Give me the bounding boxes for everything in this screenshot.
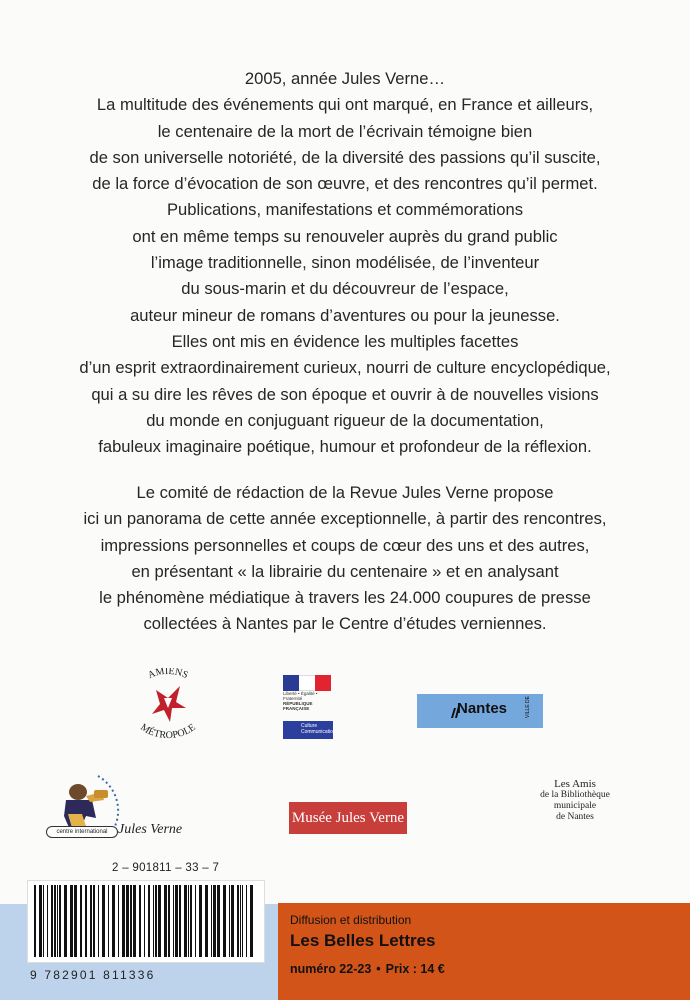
intro-line: de son universelle notoriété, de la diversité des passions qu’il suscite, <box>89 147 601 167</box>
barcode-bar <box>130 885 132 957</box>
amis-line-1: Les Amis <box>554 778 596 790</box>
barcode-bar <box>164 885 167 957</box>
intro-line: La multitude des événements qui ont marqué, en France et ailleurs, <box>96 95 594 115</box>
intro-line: du monde en conjuguant rigueur de la documentation, <box>146 410 544 430</box>
barcode-bar <box>34 885 36 957</box>
nantes-stripes-icon <box>421 694 461 728</box>
committee-line: impressions personnelles et coups de cœur des uns et des autres, <box>100 535 590 555</box>
intro-line: fabuleux imaginaire poétique, humour et profondeur de la réflexion. <box>98 437 592 457</box>
amis-line-3: municipale <box>553 801 597 811</box>
intro-line: auteur mineur de romans d’aventures ou pour la jeunesse. <box>130 305 560 325</box>
barcode-bar <box>155 885 157 957</box>
intro-line: Publications, manifestations et commémorations <box>166 200 523 220</box>
barcode-bar <box>102 885 105 957</box>
amiens-arc-bottom: MÉTROPOLE <box>138 721 198 740</box>
barcode-bar <box>126 885 129 957</box>
barcode-bar <box>85 885 87 957</box>
barcode-bar <box>237 885 239 957</box>
barcode-bar <box>246 885 247 957</box>
barcode-bar <box>98 885 99 957</box>
committee-line: Le comité de rédaction de la Revue Jules Verne propose <box>136 483 554 502</box>
barcode-number: 9 782901 811336 <box>30 968 156 982</box>
ministry-culture-logo <box>283 675 335 745</box>
jules-verne-figure-icon <box>46 772 198 852</box>
intro-line: le centenaire de la mort de l’écrivain témoigne bien <box>157 121 533 141</box>
ministry-blue-block <box>283 721 336 739</box>
distribution-band <box>278 903 690 1000</box>
amis-bibliotheque-logo <box>520 778 630 848</box>
barcode-bar <box>57 885 58 957</box>
intro-line: d’un esprit extraordinairement curieux, nourri de culture encyclopédique, <box>79 358 611 378</box>
barcode-bar <box>93 885 95 957</box>
barcode-bar <box>144 885 145 957</box>
barcode-bar <box>112 885 115 957</box>
intro-line: du sous-marin et du découvreur de l’espace, <box>181 279 509 299</box>
culture-label: Culture <box>301 723 318 729</box>
french-flag-icon <box>283 675 331 691</box>
barcode-bar <box>90 885 92 957</box>
committee-line: ici un panorama de cette année exceptionnelle, à partir des rencontres, <box>83 509 607 529</box>
intro-paragraph <box>20 66 670 460</box>
intro-line: ont en même temps su renouveler auprès du grand public <box>132 226 558 246</box>
barcode-bar <box>153 885 154 957</box>
barcode-bar <box>184 885 187 957</box>
barcode-bar <box>242 885 243 957</box>
barcode-bar <box>51 885 53 957</box>
barcode-bar <box>54 885 56 957</box>
barcode-bar <box>148 885 150 957</box>
barcode-bar <box>39 885 42 957</box>
committee-line: collectées à Nantes par le Centre d’études verniennes. <box>143 614 547 634</box>
barcode-bar <box>108 885 109 957</box>
ville-de-nantes-logo <box>417 694 543 728</box>
barcode-bar <box>229 885 230 957</box>
isbn: 2 – 901811 – 33 – 7 <box>112 862 220 874</box>
centre-international-jules-verne-logo <box>46 772 198 852</box>
barcode-bar <box>179 885 181 957</box>
barcode-bar <box>59 885 61 957</box>
barcode-bar <box>168 885 170 957</box>
issue-number: numéro 22-23 <box>290 962 372 976</box>
publisher-name: Les Belles Lettres <box>290 931 436 950</box>
barcode-bar <box>175 885 178 957</box>
amiens-arc-top: AMIENS <box>146 668 190 682</box>
barcode-bar <box>74 885 77 957</box>
barcode-bar <box>133 885 136 957</box>
barcode-bar <box>250 885 253 957</box>
barcode-bar <box>231 885 234 957</box>
barcode-bar <box>205 885 208 957</box>
barcode <box>27 880 265 963</box>
intro-line: Elles ont mis en évidence les multiples facettes <box>171 331 519 351</box>
barcode-bar <box>47 885 48 957</box>
barcode-bar <box>80 885 82 957</box>
musee-jules-verne-logo: Musée Jules Verne <box>289 802 407 834</box>
barcode-bar <box>122 885 125 957</box>
barcode-bar <box>195 885 196 957</box>
jules-verne-signature: Jules Verne <box>118 822 183 837</box>
barcode-bar <box>199 885 202 957</box>
price: Prix : 14 € <box>385 962 445 976</box>
barcode-bar <box>70 885 73 957</box>
republic-label: RÉPUBLIQUE FRANÇAISE <box>283 701 313 711</box>
barcode-bar <box>188 885 189 957</box>
barcode-bar <box>139 885 141 957</box>
amiens-metropole-logo <box>120 668 216 740</box>
centre-international-label: centre international <box>46 826 118 838</box>
distribution-label: Diffusion et distribution <box>290 913 412 927</box>
barcode-bar <box>211 885 212 957</box>
intro-line: qui a su dire les rêves de son époque et ouvrir à de nouvelles visions <box>91 384 599 404</box>
barcode-bar <box>64 885 67 957</box>
barcode-bar <box>190 885 192 957</box>
amis-line-2: de la Bibliothèque <box>540 790 610 800</box>
barcode-bar <box>213 885 216 957</box>
barcode-icon <box>28 881 264 962</box>
republic-motto: Liberté • Égalité • Fraternité <box>283 691 318 701</box>
barcode-bar <box>223 885 226 957</box>
intro-line: de la force d’évocation de son œuvre, et des rencontres qu’il permet. <box>92 174 598 194</box>
barcode-bar <box>118 885 119 957</box>
nantes-name: Nantes <box>457 700 508 717</box>
issue-price: numéro 22-23 • Prix : 14 € <box>290 962 445 976</box>
barcode-bar <box>173 885 174 957</box>
barcode-bar <box>240 885 241 957</box>
ville-de-label: VILLE DE <box>525 696 531 718</box>
communication-label: Communication <box>301 729 336 735</box>
intro-line: l’image traditionnelle, sinon modélisée, de l’inventeur <box>150 253 540 273</box>
committee-line: en présentant « la librairie du centenaire » et en analysant <box>131 561 559 581</box>
barcode-bar <box>158 885 161 957</box>
amis-line-4: de Nantes <box>556 812 594 822</box>
barcode-bar <box>43 885 44 957</box>
intro-line: 2005, année Jules Verne… <box>244 69 446 88</box>
committee-line: le phénomène médiatique à travers les 24.000 coupures de presse <box>99 588 591 608</box>
committee-paragraph <box>20 480 670 638</box>
amiens-emblem-icon <box>120 668 216 740</box>
barcode-bar <box>217 885 220 957</box>
